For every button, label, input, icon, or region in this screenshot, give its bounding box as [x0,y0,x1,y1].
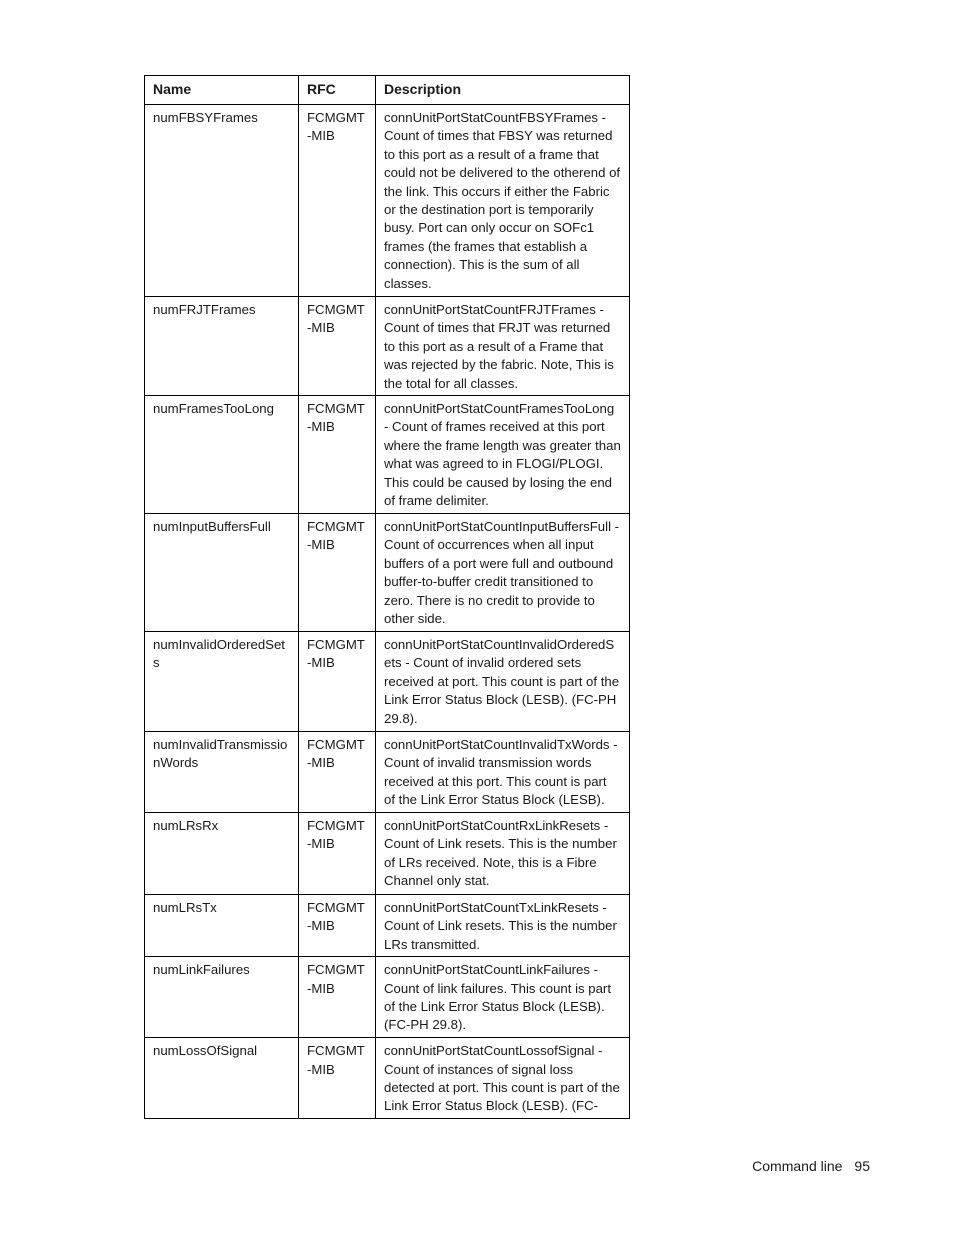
cell-rfc: FCMGMT -MIB [299,813,376,895]
table-row [145,514,630,632]
table-row [145,895,630,957]
cell-rfc: FCMGMT -MIB [299,895,376,957]
header-name: Name [145,76,299,105]
page-footer [752,1158,870,1174]
table-row [145,105,630,297]
cell-name: numLinkFailures [145,957,299,1038]
table-row [145,396,630,514]
cell-rfc: FCMGMT -MIB [299,1038,376,1119]
table-row [145,632,630,732]
cell-description: connUnitPortStatCountLinkFailures - Count of link failures. This count is part of the Link Error Status Block (LESB). (FC-PH 29.8). [376,957,630,1038]
cell-rfc: FCMGMT -MIB [299,105,376,297]
header-description: Description [376,76,630,105]
cell-description: connUnitPortStatCountFBSYFrames - Count of times that FBSY was returned to this port as a result of a frame that could not be delivered to the otherend of the link. This occurs if either the Fabric or the destination port is temporarily busy. Port can only occur on SOFc1 frames (the frames that establish a connection). This is the sum of all classes. [376,105,630,297]
cell-name: numFBSYFrames [145,105,299,297]
cell-rfc: FCMGMT -MIB [299,514,376,632]
table-header-row [145,76,630,105]
cell-name: numLRsRx [145,813,299,895]
cell-name: numLRsTx [145,895,299,957]
table-row [145,297,630,396]
table-row [145,732,630,813]
cell-name: numInputBuffersFull [145,514,299,632]
cell-description: connUnitPortStatCountFRJTFrames - Count of times that FRJT was returned to this port as a result of a Frame that was rejected by the fabric. Note, This is the total for all classes. [376,297,630,396]
cell-rfc: FCMGMT -MIB [299,297,376,396]
cell-name: numInvalidTransmissionWords [145,732,299,813]
cell-rfc: FCMGMT -MIB [299,632,376,732]
table-row [145,1038,630,1119]
footer-section-title: Command line [752,1158,843,1174]
cell-description: connUnitPortStatCountFramesTooLong - Count of frames received at this port where the frame length was greater than what was agreed to in FLOGI/PLOGI. This could be caused by losing the end of frame delimiter. [376,396,630,514]
cell-description: connUnitPortStatCountRxLinkResets - Count of Link resets. This is the number of LRs received. Note, this is a Fibre Channel only stat. [376,813,630,895]
cell-name: numFRJTFrames [145,297,299,396]
table-row [145,957,630,1038]
cell-description: connUnitPortStatCountTxLinkResets - Count of Link resets. This is the number LRs transmitted. [376,895,630,957]
cell-description: connUnitPortStatCountLossofSignal - Count of instances of signal loss detected at port. This count is part of the Link Error Status Block (LESB). (FC- [376,1038,630,1119]
cell-name: numFramesTooLong [145,396,299,514]
cell-name: numInvalidOrderedSets [145,632,299,732]
cell-rfc: FCMGMT -MIB [299,732,376,813]
cell-description: connUnitPortStatCountInputBuffersFull - Count of occurrences when all input buffers of a port were full and outbound buffer-to-buffer credit transitioned to zero. There is no credit to provide to other side. [376,514,630,632]
cell-description: connUnitPortStatCountInvalidTxWords - Count of invalid transmission words received at this port. This count is part of the Link Error Status Block (LESB). [376,732,630,813]
cell-description: connUnitPortStatCountInvalidOrderedSets - Count of invalid ordered sets received at port. This count is part of the Link Error Status Block (LESB). (FC-PH 29.8). [376,632,630,732]
cell-rfc: FCMGMT -MIB [299,396,376,514]
table-row [145,813,630,895]
cell-name: numLossOfSignal [145,1038,299,1119]
page-number: 95 [854,1158,870,1174]
parameters-table [144,75,630,1119]
cell-rfc: FCMGMT -MIB [299,957,376,1038]
header-rfc: RFC [299,76,376,105]
